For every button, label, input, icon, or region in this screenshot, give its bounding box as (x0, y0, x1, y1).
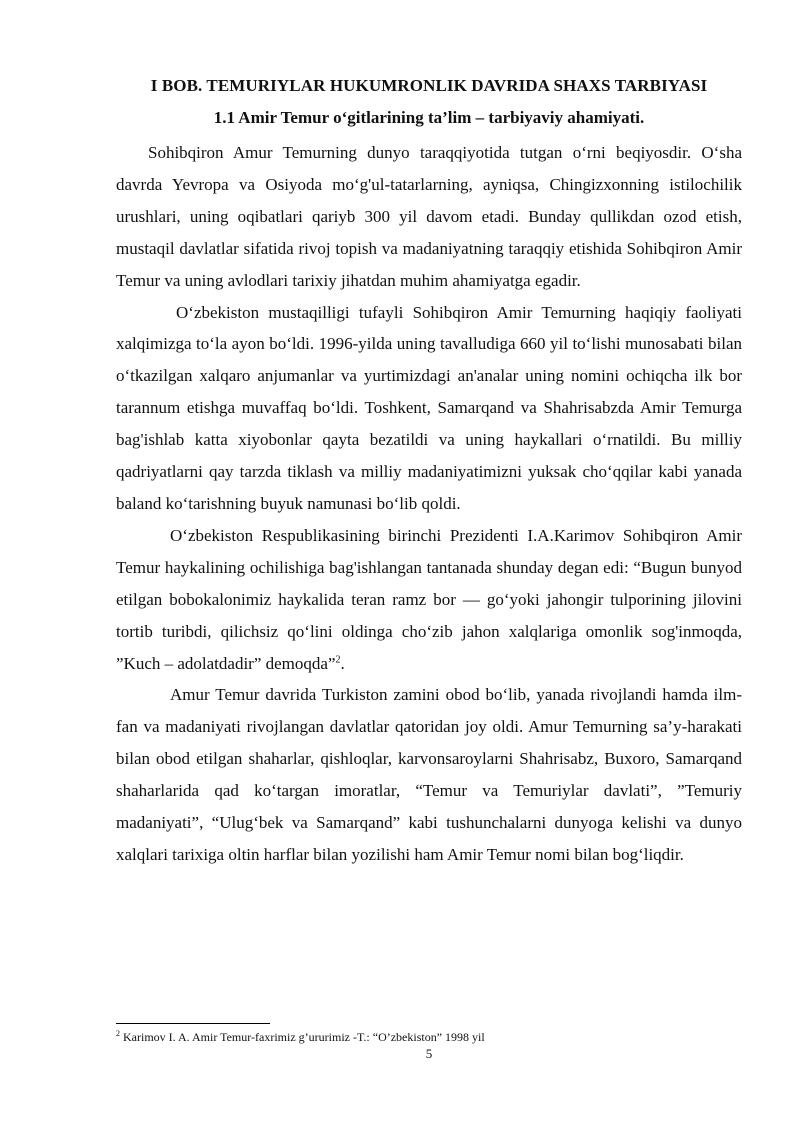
body-text (116, 137, 742, 871)
paragraph-2: O‘zbekiston mustaqilligi tufayli Sohibqiron Amir Temurning haqiqiy faoliyati xalqimizga to‘la ayon bo‘ldi. 1996-yilda uning tavalludiga 660 yil to‘lishi munosabati bilan o‘tkazilgan xalqaro anjumanlar va yurtimizdagi an'analar uning nomini ochiqcha ilk bor tarannum etishga muvaffaq bo‘ldi. Toshkent, Samarqand va Shahrisabzda Amir Temurga bag'ishlab katta xiyobonlar qayta bezatildi va uning haykallari o‘rnatildi. Bu milliy qadriyatlarni qay tarzda tiklash va milliy madaniyatimizni yuksak cho‘qqilar kabi yanada baland ko‘tarishning buyuk namunasi bo‘lib qoldi. (116, 302, 742, 513)
chapter-title: I BOB. TEMURIYLAR HUKUMRONLIK DAVRIDA SHAXS TARBIYASI (150, 76, 708, 95)
paragraph-3-text: O‘zbekiston Respublikasining birinchi Prezidenti I.A.Karimov Sohibqiron Amir Temur haykalining ochilishiga bag'ishlangan tantanada shunday degan edi: “Bugun bunyod etilgan bobokalonimiz haykalida teran ramz bor — go‘yoki jahongir tulporining jilovini tortib turibdi, qilichsiz qo‘lini oldinga cho‘zib jahon xalqlariga omonlik sog'inmoqda, ”Kuch – adolatdadir” demoqda” (116, 525, 742, 673)
paragraph-4: Amur Temur davrida Turkiston zamini obod bo‘lib, yanada rivojlandi hamda ilm-fan va madaniyati rivojlangan davlatlar qatoridan joy oldi. Amur Temurning sa’y-harakati bilan obod etilgan shaharlar, qishloqlar, karvonsaroylarni Shahrisabz, Buxoro, Samarqand shaharlarida qad ko‘targan imoratlar, “Temur va Temuriylar davlati”, ”Temuriy madaniyati”, “Ulug‘bek va Samarqand” kabi tushunchalarni dunyoga kelishi va dunyo xalqlari tarixiga oltin harflar bilan yozilishi ham Amir Temur nomi bilan bog‘liqdir. (116, 685, 742, 864)
footnote-text: Karimov I. A. Amir Temur-faxrimiz g’ururimiz -T.: “O’zbekiston” 1998 yil (120, 1030, 485, 1044)
paragraph-3-end: . (340, 653, 345, 673)
footnote-reference[interactable]: 2 (335, 653, 341, 665)
section-title: 1.1 Amir Temur o‘gitlarining ta’lim – tarbiyaviy ahamiyati. (213, 108, 645, 127)
page-number: 5 (425, 1046, 433, 1061)
footnote-separator (116, 1023, 270, 1024)
paragraph-3 (116, 520, 742, 680)
footnote-marker: 2 (116, 1029, 120, 1038)
paragraph-1: Sohibqiron Amur Temurning dunyo taraqqiyotida tutgan o‘rni beqiyosdir. O‘sha davrda Yevropa va Osiyoda mo‘g'ul-tatarlarning, ayniqsa, Chingizxonning istilochilik urushlari, uning oqibatlari qariyb 300 yil davom etadi. Bunday qullikdan ozod etish, mustaqil davlatlar sifatida rivoj topish va madaniyatning taraqqiy etishida Sohibqiron Amir Temur va uning avlodlari tarixiy jihatdan muhim ahamiyatga egadir. (116, 143, 742, 290)
footnote (116, 1030, 742, 1045)
